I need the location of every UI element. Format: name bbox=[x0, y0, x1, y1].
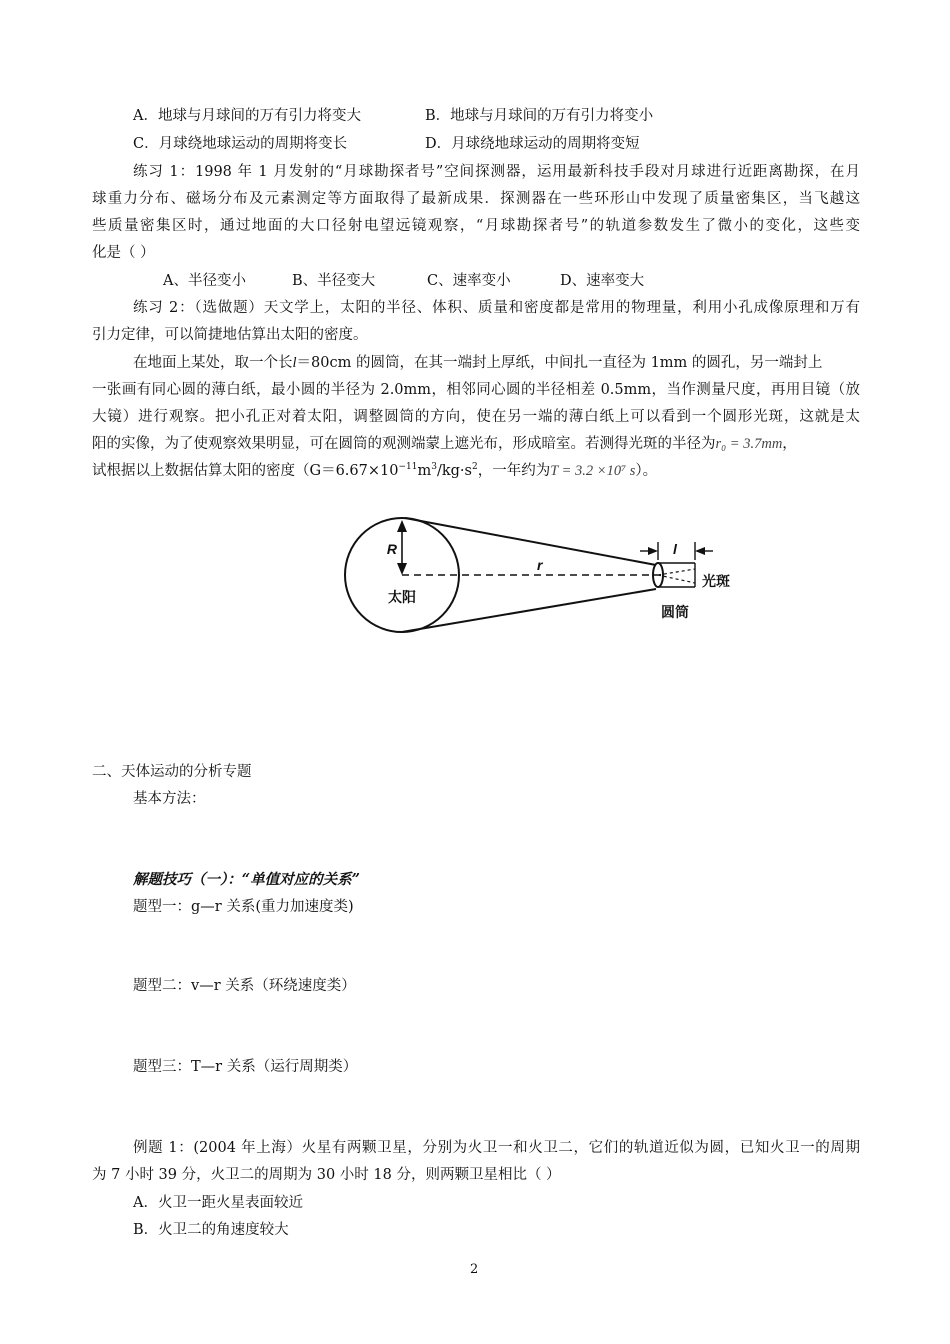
section-heading: 二、天体运动的分析专题 bbox=[92, 764, 252, 780]
exercise-1-option-c: C、速率变小 bbox=[427, 273, 511, 289]
exercise-1-line-2: 球重力分布、磁场分布及元素测定等方面取得了最新成果．探测器在一些环形山中发现了质量密集区，当飞越这 bbox=[92, 191, 860, 207]
formula-r0: r₀ = 3.7mm bbox=[715, 436, 783, 452]
exercise-2-line-1: 练习 2：（选做题）天文学上，太阳的半径、体积、质量和密度都是常用的物理量，利用小孔成像原理和万有 bbox=[133, 300, 860, 316]
exercise-1-line-1: 练习 1：1998 年 1 月发射的“月球勘探者号”空间探测器，运用最新科技手段对月球进行近距离勘探，在月 bbox=[133, 164, 860, 180]
arrow-R-bottom bbox=[397, 563, 407, 575]
pinhole-diagram bbox=[340, 510, 760, 640]
exercise-2-para-line-2: 一张画有同心圆的薄白纸，最小圆的半径为 2.0mm，相邻同心圆的半径相差 0.5mm，当作测量尺度，再用目镜（放 bbox=[92, 382, 860, 398]
type-3: 题型三：T—r 关系（运行周期类） bbox=[133, 1059, 358, 1075]
label-r: r bbox=[537, 557, 543, 573]
exercise-1-line-3: 些质量密集区时，通过地面的大口径射电望远镜观察，“月球勘探者号”的轨道参数发生了微小的变化，这些变 bbox=[92, 218, 860, 234]
example-1-line-1: 例题 1：(2004 年上海）火星有两颗卫星，分别为火卫一和火卫二，它们的轨道近似为圆，已知火卫一的周期 bbox=[133, 1140, 860, 1156]
label-l: l bbox=[673, 541, 677, 557]
page-number: 2 bbox=[470, 1262, 479, 1277]
example-1-option-b: B．火卫二的角速度较大 bbox=[133, 1222, 289, 1238]
exercise-1-option-b: B、半径变大 bbox=[292, 273, 376, 289]
option-c: C．月球绕地球运动的周期将变长 bbox=[133, 136, 348, 152]
arrow-R-top bbox=[397, 520, 407, 532]
exercise-1-line-4: 化是（ ） bbox=[92, 245, 155, 261]
variable-l: l bbox=[292, 355, 297, 371]
option-d: D．月球绕地球运动的周期将变短 bbox=[425, 136, 640, 152]
basic-method: 基本方法： bbox=[133, 791, 206, 807]
exercise-1-option-d: D、速率变大 bbox=[560, 273, 645, 289]
arrow-dim-left bbox=[648, 547, 658, 555]
exercise-2-para-line-3: 大镜）进行观察。把小孔正对着太阳，调整圆筒的方向，使在另一端的薄白纸上可以看到一个圆形光斑，这就是太 bbox=[92, 409, 860, 425]
label-sun: 太阳 bbox=[388, 589, 416, 605]
tip-title: 解题技巧（一）：“单值对应的关系” bbox=[133, 871, 360, 888]
upper-tangent bbox=[405, 518, 656, 565]
exercise-2-para-line-1: 在地面上某处，取一个长l＝80cm 的圆筒，在其一端封上厚纸，中间扎一直径为 1mm 的圆孔，另一端封上 bbox=[133, 355, 823, 371]
option-a: A．地球与月球间的万有引力将变大 bbox=[133, 108, 361, 124]
exercise-2-para-line-4: 阳的实像，为了使观察效果明显，可在圆筒的观测端蒙上遮光布，形成暗室。若测得光斑的半径为r₀ = 3.7mm， bbox=[92, 436, 797, 452]
formula-period: T = 3.2 ×10⁷ s bbox=[550, 463, 636, 479]
label-tube: 圆筒 bbox=[661, 604, 689, 620]
example-1-line-2: 为 7 小时 39 分，火卫二的周期为 30 小时 18 分，则两颗卫星相比（ ） bbox=[92, 1167, 561, 1183]
label-spot: 光斑 bbox=[702, 573, 730, 589]
exercise-2-para-line-5: 试根据以上数据估算太阳的密度（$G=6.67\times 10^{-11}m^3/kg\cdot s^2$，一年约为T = 3.2 ×10⁷ s）。 bbox=[92, 462, 658, 479]
type-2: 题型二：v—r 关系（环绕速度类） bbox=[133, 978, 356, 994]
arrow-dim-right bbox=[695, 547, 705, 555]
example-1-option-a: A．火卫一距火星表面较近 bbox=[133, 1195, 303, 1211]
option-b: B．地球与月球间的万有引力将变小 bbox=[425, 108, 654, 124]
type-1: 题型一：g—r 关系(重力加速度类) bbox=[133, 899, 354, 915]
exercise-1-option-a: A、半径变小 bbox=[163, 273, 246, 289]
label-R: R bbox=[386, 541, 397, 557]
exercise-2-line-2: 引力定律，可以简捷地估算出太阳的密度。 bbox=[92, 327, 368, 343]
lower-tangent bbox=[402, 589, 656, 632]
